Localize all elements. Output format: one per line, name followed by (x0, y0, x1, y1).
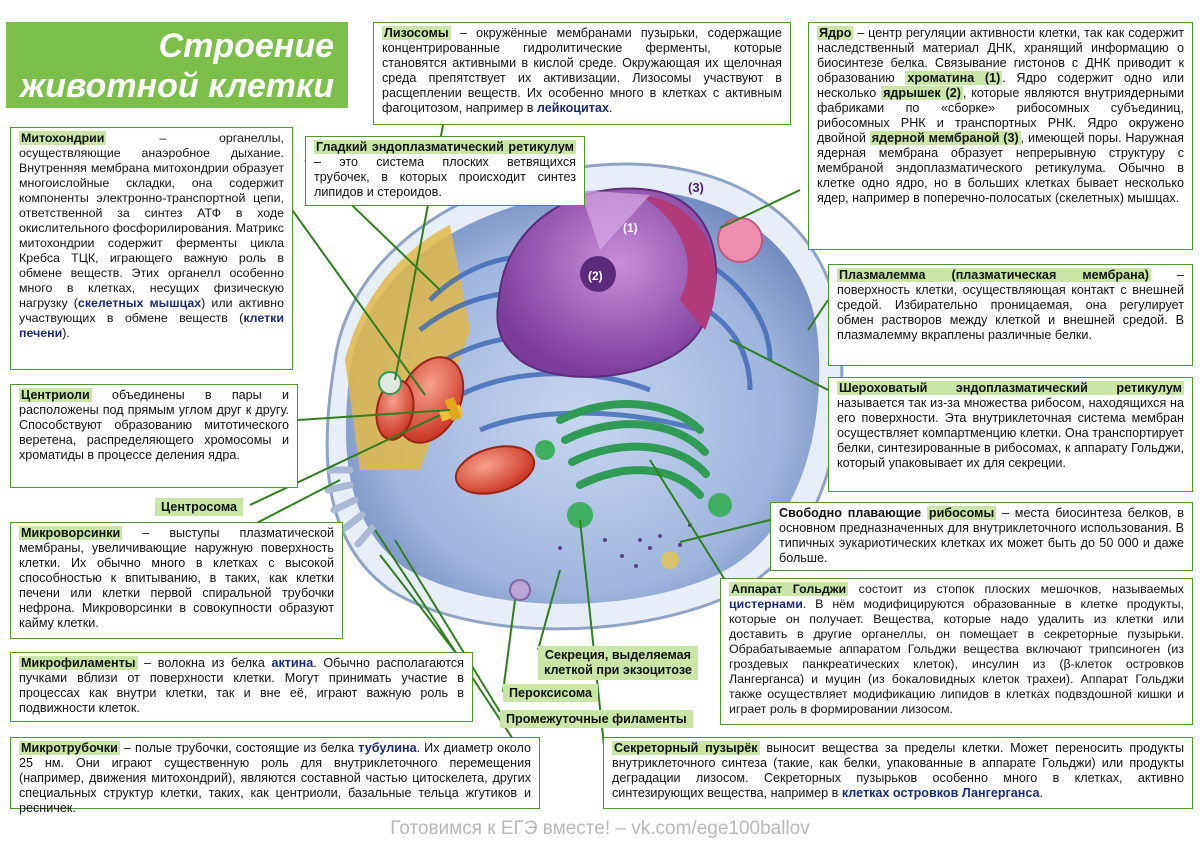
mitochondria-term: Митохондрии (21, 131, 105, 145)
microvilli-text: – выступы плазматической мембраны, увеличивающие наружную поверхность клетки. Их обычно много в клетках с высокой способностью к впитыванию, в таких, как клетки печени или клетки первой спиральной трубочки нефрона. Микроворсинки в совокупности образуют кайму клетки. (19, 526, 334, 630)
smooth-er-term: Гладкий эндоплазматический ретикулум (316, 140, 574, 154)
title-line-1: Строение (158, 27, 334, 65)
nucleus-text-1: – центр регуляции активности клетки, так как содержит наследственный материал ДНК, хранящий информацию о биосинтезе белка. Связывание гистонов с ДНК приводит к образованию (817, 26, 1184, 85)
microtubules-term: Микротрубочки (21, 741, 118, 755)
secretion-line-1: Секреция, выделяемая (544, 648, 692, 662)
nucleus-membrane: ядерной мембраной (3) (871, 131, 1019, 145)
ribosomes-term: рибосомы (928, 506, 995, 520)
golgi-box (720, 578, 1193, 725)
lysosomes-term: Лизосомы (384, 26, 449, 40)
microfilaments-em: актина (271, 656, 314, 670)
nucleus-nucleoli: ядрышек (2) (883, 86, 961, 100)
intermediate-filaments-label: Промежуточные филаменты (500, 710, 693, 728)
golgi-text-1: состоит из стопок плоских мешочков, называемых (848, 582, 1185, 596)
microfilaments-text-2: . Обычно располагаются пучками вблизи от поверхности клетки. Могут принимать участие в процессах как внутри клетки, так и вне её, играют важную роль в подвижности клеток. (19, 656, 464, 715)
microfilaments-box (10, 652, 473, 722)
marker-2: (2) (588, 269, 603, 283)
lysosomes-text: – окружённые мембранами пузырьки, содержащие концентрированные гидролитические ферменты, которые становятся активными в кислой среде. Окружающая их щелочная среда препятствует их активизации. Лизосомы участвуют в расщеплении веществ. Их особенно много в клетках с активным фагоцитозом, например в (382, 26, 782, 115)
microtubules-box (10, 737, 540, 815)
lysosomes-em: лейкоцитах (536, 101, 609, 115)
nucleus-box (808, 22, 1193, 250)
plasmalemma-text: – поверхность клетки, осуществляющая контакт с внешней средой. Избирательно проницаемая, она регулирует обмен растворов между клеткой и внешней средой. В плазмалемму вкраплены различные белки. (837, 268, 1184, 342)
rough-er-term: Шероховатый эндоплазматический ретикулум (839, 381, 1182, 395)
marker-1: (1) (623, 221, 638, 235)
secretory-vesicle-text-1: выносит вещества за пределы клетки. Может переносить продукты внутриклеточного синтеза (такие, как белки, упакованные в аппарате Гольджи) или продукты деградации лизосом. Секреторных пузырьков особенно много в клетках, активно синтезирующих вещества, например в (612, 741, 1184, 800)
secretory-vesicle-term: Секреторный пузырёк (614, 741, 758, 755)
centrosome-label: Центросома (155, 498, 243, 516)
page-title (6, 22, 348, 108)
centrioles-box (10, 384, 298, 488)
microtubules-text-1: – полые трубочки, состоящие из белка (119, 741, 359, 755)
secretory-vesicle-box (603, 737, 1193, 809)
ribosomes-box (770, 502, 1193, 571)
rough-er-box (828, 377, 1193, 492)
mitochondria-box (10, 127, 293, 370)
microvilli-term: Микроворсинки (21, 526, 121, 540)
microfilaments-text-1: – волокна из белка (137, 656, 272, 670)
rough-er-text: называется так из-за множества рибосом, находящихся на его поверхности. Эта внутриклеточная система мембран осуществляет компартменцию клетки. Она транспортирует белки, синтезированные в рибосомах, к аппарату Гольджи, который упаковывает их для секреции. (837, 396, 1184, 470)
smooth-er-box (305, 136, 585, 206)
secretion-label (538, 646, 698, 680)
centrioles-term: Центриоли (21, 388, 90, 402)
nucleus-text-4: , имеющей поры. Наружная ядерная мембрана образует непрерывную структуру с мембраной эндоплазматического ретикулума. Обычно в клетке одно ядро, но в больших клетках бывает несколько ядер, например в поперечно-полосатых (скелетных) мышцах. (817, 131, 1184, 205)
golgi-em: цистернами (729, 597, 803, 611)
mitochondria-text-2: ) или активно участвующих в обмене веществ ( (19, 296, 284, 325)
mitochondria-em-1: скелетных мышцах (77, 296, 202, 310)
footer-link[interactable]: Готовимся к ЕГЭ вместе! – vk.com/ege100ballov (390, 818, 810, 839)
nucleus-text-3: , которые являются внутриядерными фабриками по «сборке» рибосомных субъединиц, рибосомных РНК и транспортных РНК. Ядро окружено двойной (817, 86, 1184, 145)
lysosomes-box (373, 22, 791, 125)
golgi-term: Аппарат Гольджи (731, 582, 847, 596)
nucleus-chromatin: хроматина (1) (907, 71, 1001, 85)
centrioles-text: объединены в пары и расположены под прямым углом друг к другу. Способствуют образованию митотического веретена, распределяющего хромосомы и хроматиды в процессе деления ядра. (19, 388, 289, 462)
peroxisome-label: Пероксисома (503, 684, 598, 702)
title-line-2: животной клетки (20, 67, 334, 105)
nucleus-text-2: . Ядро содержит одно или несколько (817, 71, 1184, 100)
mitochondria-text-3: ). (62, 326, 70, 340)
microfilaments-term: Микрофиламенты (21, 656, 136, 670)
plasmalemma-box (828, 264, 1193, 366)
microtubules-em: тубулина (358, 741, 417, 755)
plasmalemma-term: Плазмалемма (плазматическая мембрана) (839, 268, 1149, 282)
golgi-text-2: . В нём модифицируются образованные в клетке продукты, которые он получает. Вещества, которые надо удалить из клетки или доставить в другие органеллы, он помещает в секреторные пузырьки. Обрабатываемые аппаратом Гольджи вещества включают трипсиноген (из гроздевых панкреатических клеток), инсулин из (β-клеток островков Лангерганса) и муцин (из бокаловидных клеток трахеи). Аппарат Гольджи также осуществляет модификацию липидов в клетках подвздошной кишки и играет роль в формировании лизосом. (729, 597, 1184, 716)
mitochondria-em-2: клетки печени (19, 311, 284, 340)
nucleus-term: Ядро (819, 26, 852, 40)
secretory-vesicle-em: клетках островков Лангерганса (841, 786, 1040, 800)
smooth-er-text: – это система плоских ветвящихся трубочек, в которых происходит синтез липидов и стероидов. (314, 155, 576, 199)
ribosomes-text: – места биосинтеза белков, в основном предназначенных для внутриклеточного использования. В типичных эукариотических клетках их может быть до 50 000 и даже больше. (779, 506, 1184, 565)
microvilli-box (10, 522, 343, 639)
secretion-line-2: клеткой при экзоцитозе (544, 663, 692, 677)
marker-3: (3) (688, 180, 704, 195)
secretory-vesicle-text-2: . (1039, 786, 1044, 800)
microtubules-text-2: . Их диаметр около 25 нм. Они играют существенную роль для внутриклеточного перемещения (например, движения митохондрий), являются составной частью цитоскелета, других специальных структур клетки, таких, как центриоли, базальные тельца жгутиков и ресничек. (19, 741, 531, 815)
mitochondria-text-1: – органеллы, осуществляющие анаэробное дыхание. Внутренняя мембрана митохондрии образует многоислойные складки, она содержит компоненты электронно-транспортной цепи, ответственной за синтез АТФ в ходе окислительного фосфорилирования. Матрикс митохондрии содержит ферменты цикла Кребса ТЦК, играющего важную роль в обмене веществ. Этих органелл особенно много в клетках, несущих физическую нагрузку ( (19, 131, 284, 310)
ribosomes-text-0: Свободно плавающие (779, 506, 927, 520)
lysosomes-end: . (608, 101, 613, 115)
